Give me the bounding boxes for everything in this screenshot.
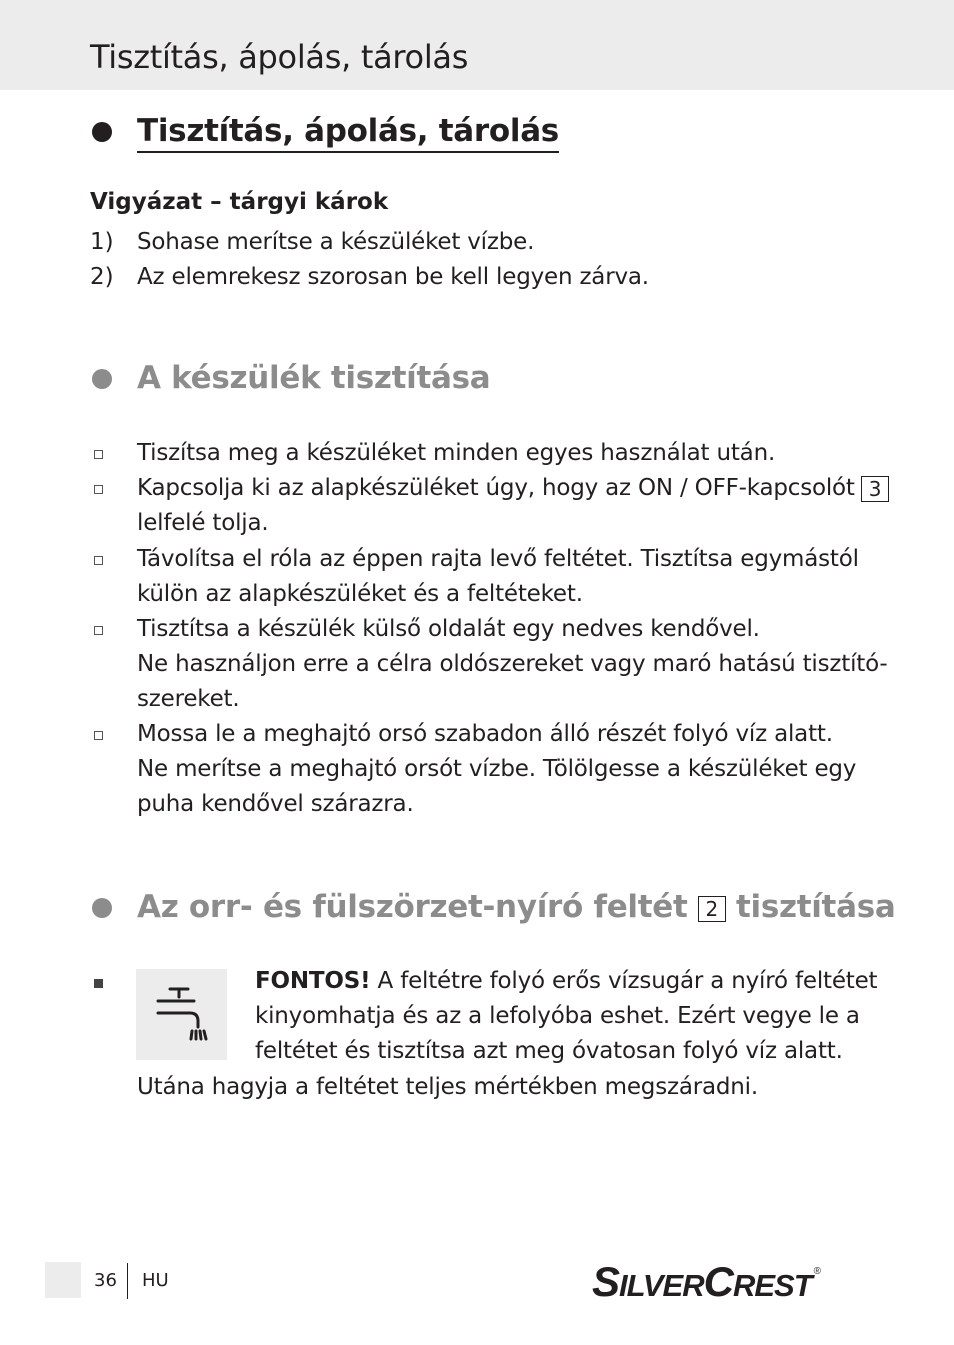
important-text: A feltétre folyó erős vízsugár a nyíró feltétet [377,968,878,994]
logo-letter: S [592,1258,620,1305]
step-text: Tisztítsa a készülék külső oldalát egy nedves kendővel. [137,616,760,642]
page-number: 36 [94,1270,117,1291]
checkbox-icon [94,485,103,494]
silvercrest-logo [592,1258,820,1306]
reference-number-box: 2 [698,896,726,922]
checkbox-icon [94,731,103,740]
section-bullet-inactive [92,898,112,918]
warning-title: Vigyázat – tárgyi károk [90,189,389,215]
logo-letters: ILVER [619,1268,704,1303]
step-text: Távolítsa el róla az éppen rajta levő feltétet. Tisztítsa egymástól [137,546,859,572]
list-item: Sohase merítse a készüléket vízbe. [137,229,535,255]
reference-number-box: 3 [861,476,890,502]
step-text: Ne merítse a meghajtó orsót vízbe. Tölölgesse a készüléket egy [137,756,857,782]
heading-part: Az orr- és fülszörzet-nyíró feltét [137,889,688,925]
section-heading-care: Tisztítás, ápolás, tárolás [137,113,559,153]
step-text: szereket. [137,686,240,712]
important-text: feltétet és tisztítsa azt meg óvatosan folyó víz alatt. [255,1038,843,1064]
important-note [255,968,877,994]
water-tap-graphic [136,969,227,1060]
section-heading-attachment-cleaning [137,889,895,925]
logo-letter: C [703,1258,733,1305]
step-text: külön az alapkészüléket és a feltéteket. [137,581,583,607]
step-text: Ne használjon erre a célra oldószereket vagy maró hatású tisztító- [137,651,888,677]
section-heading-device-cleaning: A készülék tisztítása [137,360,491,396]
water-tap-icon [136,969,227,1060]
footer-divider [127,1263,128,1299]
language-code: HU [142,1270,169,1291]
section-bullet-inactive [92,369,112,389]
step-text-part: Kapcsolja ki az alapkészüléket úgy, hogy az ON / OFF-kapcsolót [137,475,855,501]
list-number: 2) [90,264,114,290]
checkbox-icon [94,450,103,459]
list-number: 1) [90,229,114,255]
footer-marker-box [45,1262,81,1298]
step-text: lelfelé tolja. [137,510,269,536]
step-text: Tiszítsa meg a készüléket minden egyes használat után. [137,440,776,466]
filled-square-bullet-icon [94,979,103,988]
heading-part: tisztítása [735,889,896,925]
step-text: Mossa le a meghajtó orsó szabadon álló részét folyó víz alatt. [137,721,833,747]
page-header-title: Tisztítás, ápolás, tárolás [90,38,469,76]
important-text: kinyomhatja és az a lefolyóba eshet. Ezért vegye le a [255,1003,860,1029]
important-text: Utána hagyja a feltétet teljes mértékben megszáradni. [137,1074,758,1100]
step-text: puha kendővel szárazra. [137,791,414,817]
checkbox-icon [94,626,103,635]
list-item: Az elemrekesz szorosan be kell legyen zárva. [137,264,649,290]
logo-letters: REST [732,1268,812,1303]
important-label: FONTOS! [255,968,371,994]
step-text [137,475,889,502]
section-bullet-active [92,122,112,142]
checkbox-icon [94,556,103,565]
registered-mark: ® [813,1266,821,1277]
